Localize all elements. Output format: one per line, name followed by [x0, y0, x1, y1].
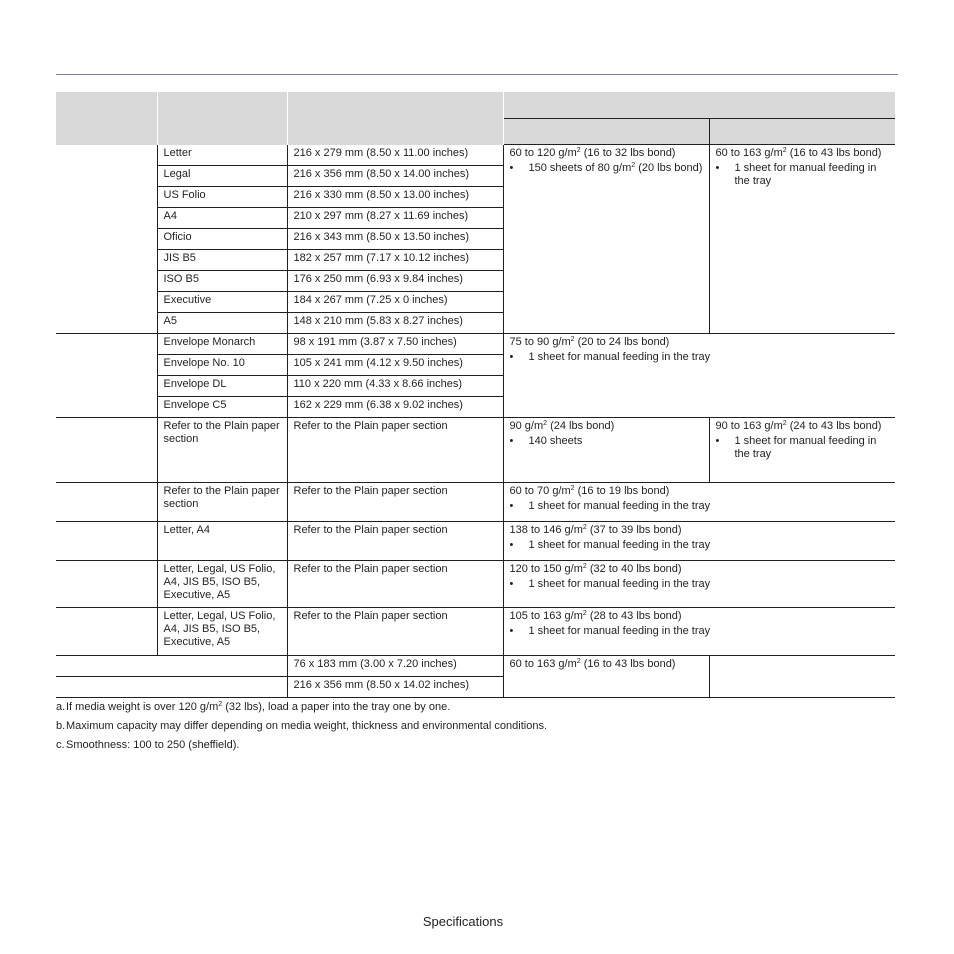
- type-cell: [56, 560, 157, 607]
- dimension-cell: 184 x 267 mm (7.25 x 0 inches): [287, 291, 503, 312]
- dimension-cell: 216 x 279 mm (8.50 x 11.00 inches): [287, 145, 503, 166]
- table-row: [56, 607, 895, 655]
- tray-capacity-cell: 90 $g/m^2$ (24 lbs bond) • 140 sheets: [503, 417, 709, 482]
- dimension-cell: Refer to the Plain paper section: [287, 417, 503, 482]
- table-row: [56, 333, 895, 354]
- dimension-cell: 210 x 297 mm (8.27 x 11.69 inches): [287, 207, 503, 228]
- table-row: [56, 655, 895, 676]
- media-spec-table: [56, 92, 895, 698]
- size-cell: Envelope No. 10: [157, 354, 287, 375]
- table-row: [56, 482, 895, 521]
- dimension-cell: Refer to the Plain paper section: [287, 560, 503, 607]
- type-cell: [56, 521, 157, 560]
- type-cell: [56, 417, 157, 482]
- dimension-cell: 216 x 330 mm (8.50 x 13.00 inches): [287, 186, 503, 207]
- size-cell: US Folio: [157, 186, 287, 207]
- thin-capacity-cell: 60 to 70 $g/m^2$ (16 to 19 lbs bond) • 1 sheet for manual feeding in the tray: [503, 482, 895, 521]
- size-cell: Envelope Monarch: [157, 333, 287, 354]
- size-cell: A4: [157, 207, 287, 228]
- size-cell: Letter, A4: [157, 521, 287, 560]
- dimension-cell: 162 x 229 mm (6.38 x 9.02 inches): [287, 396, 503, 417]
- dimension-cell: 182 x 257 mm (7.17 x 10.12 inches): [287, 249, 503, 270]
- size-cell: JIS B5: [157, 249, 287, 270]
- dimension-cell: 98 x 191 mm (3.87 x 7.50 inches): [287, 333, 503, 354]
- table-header-row: [56, 92, 895, 119]
- size-cell: Envelope DL: [157, 375, 287, 396]
- page-footer: [0, 915, 954, 928]
- envelope-capacity-cell: 75 to 90 $g/m^2$ (20 to 24 lbs bond) • 1 sheet for manual feeding in the tray: [503, 333, 895, 417]
- size-cell: Executive: [157, 291, 287, 312]
- manual-capacity-cell: 60 to 163 $g/m^2$ (16 to 43 lbs bond) • 1 sheet for manual feeding in the tray: [709, 145, 895, 334]
- size-cell: Legal: [157, 165, 287, 186]
- tray-capacity-cell: 60 to 120 $g/m^2$ (16 to 32 lbs bond) • 150 sheets of 80 $g/m^2$ (20 lbs bond): [503, 145, 709, 334]
- dimension-cell: 216 x 356 mm (8.50 x 14.02 inches): [287, 676, 503, 697]
- dimension-cell: 76 x 183 mm (3.00 x 7.20 inches): [287, 655, 503, 676]
- dimension-cell: Refer to the Plain paper section: [287, 607, 503, 655]
- cardstock-capacity-cell: 120 to 150 $g/m^2$ (32 to 40 lbs bond) • 1 sheet for manual feeding in the tray: [503, 560, 895, 607]
- footnote-a: a.If media weight is over 120 $g/m^2$ (32 lbs), load a paper into the tray one by one.: [56, 701, 451, 713]
- dimension-cell: 105 x 241 mm (4.12 x 9.50 inches): [287, 354, 503, 375]
- archive-capacity-cell: 105 to 163 $g/m^2$ (28 to 43 lbs bond) • 1 sheet for manual feeding in the tray: [503, 607, 895, 655]
- dimension-cell: 110 x 220 mm (4.33 x 8.66 inches): [287, 375, 503, 396]
- manual-capacity-cell: 90 to 163 $g/m^2$ (24 to 43 lbs bond) • 1 sheet for manual feeding in the tray: [709, 417, 895, 482]
- table-row: [56, 521, 895, 560]
- size-cell: Letter: [157, 145, 287, 166]
- header-type: [56, 92, 157, 145]
- size-cell: Envelope C5: [157, 396, 287, 417]
- dimension-cell: 216 x 356 mm (8.50 x 14.00 inches): [287, 165, 503, 186]
- dimension-cell: Refer to the Plain paper section: [287, 521, 503, 560]
- footnote-c: c.Smoothness: 100 to 250 (sheffield).: [56, 739, 240, 751]
- size-cell: Refer to the Plain paper section: [157, 417, 287, 482]
- dimension-cell: 148 x 210 mm (5.83 x 8.27 inches): [287, 312, 503, 333]
- type-cell: [56, 482, 157, 521]
- minmax-capacity-cell: [709, 655, 895, 697]
- dimension-cell: Refer to the Plain paper section: [287, 482, 503, 521]
- table-row: [56, 560, 895, 607]
- header-dimensions: [287, 92, 503, 145]
- dimension-cell: 176 x 250 mm (6.93 x 9.84 inches): [287, 270, 503, 291]
- header-size: [157, 92, 287, 145]
- header-rule: [56, 74, 898, 75]
- header-tray: [503, 119, 709, 145]
- table-row: [56, 145, 895, 166]
- size-cell: Letter, Legal, US Folio, A4, JIS B5, ISO B5, Executive, A5: [157, 560, 287, 607]
- footer-label: Specifications: [422, 914, 504, 929]
- header-manual: [709, 119, 895, 145]
- cotton-capacity-cell: 138 to 146 $g/m^2$ (37 to 39 lbs bond) • 1 sheet for manual feeding in the tray: [503, 521, 895, 560]
- dimension-cell: 216 x 343 mm (8.50 x 13.50 inches): [287, 228, 503, 249]
- table-row: [56, 417, 895, 482]
- minmax-weight-cell: 60 to 163 $g/m^2$ (16 to 43 lbs bond): [503, 655, 709, 697]
- header-weight-capacity: [503, 92, 895, 119]
- min-size-label-cell: [56, 655, 287, 676]
- footnote-b: b.Maximum capacity may differ depending on media weight, thickness and environmental conditions.: [56, 720, 547, 732]
- size-cell: ISO B5: [157, 270, 287, 291]
- type-cell: [56, 145, 157, 334]
- type-cell: [56, 607, 157, 655]
- size-cell: Oficio: [157, 228, 287, 249]
- footnotes: [56, 701, 547, 758]
- type-cell: [56, 333, 157, 417]
- max-size-label-cell: [56, 676, 287, 697]
- size-cell: Letter, Legal, US Folio, A4, JIS B5, ISO B5, Executive, A5: [157, 607, 287, 655]
- size-cell: Refer to the Plain paper section: [157, 482, 287, 521]
- size-cell: A5: [157, 312, 287, 333]
